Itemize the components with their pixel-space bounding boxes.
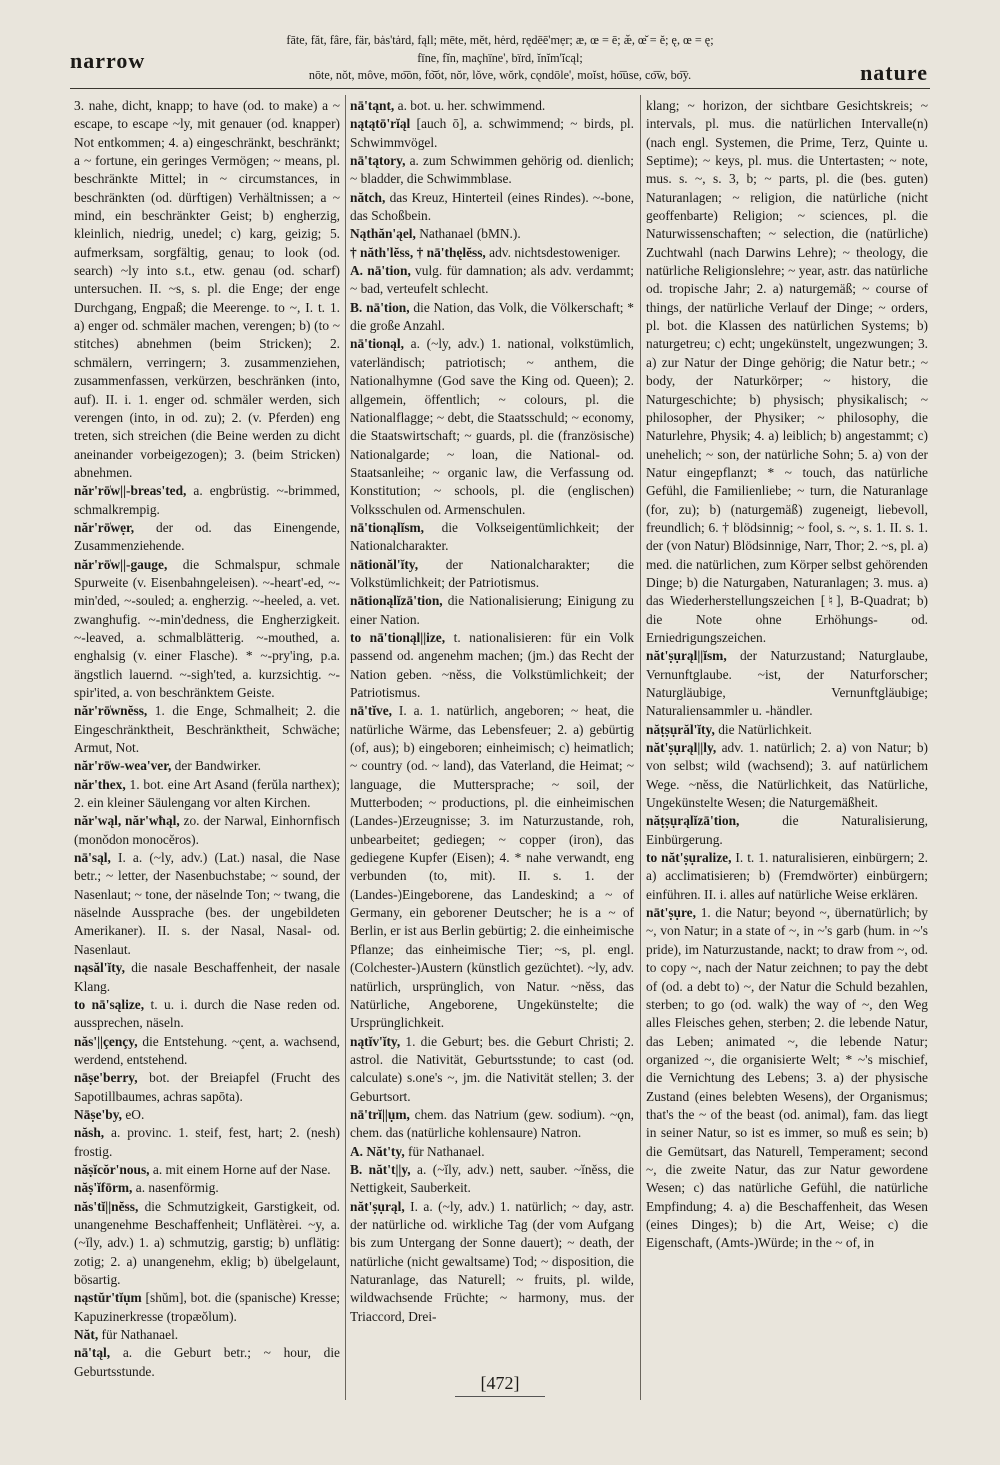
dictionary-entry (74, 97, 340, 482)
entry-headword: năs'||çençy, (74, 1033, 138, 1049)
entry-definition: t. u. i. durch die Nase reden od. aussprechen, näseln. (74, 996, 340, 1031)
dictionary-entry (646, 849, 928, 904)
entry-definition: klang; ~ horizon, der sichtbare Gesichtskreis; ~ intervals, pl. mus. die natürlichen Intervalle(n) (nach engl. Systemen, die Prime, Terz, Quinte u. Septime); ~ keys, pl. mus. die Untertasten; ~ note, mus. s. ~, s. 3, b; ~ parts, pl. die (bes. guten) Naturanlagen; ~ religion, die natürliche (nicht geoffenbarte) Religion; ~ sciences, pl. die Naturwissenschaften; ~ selection, die (natürliche) Zuchtwahl (nach Darwins Lehre); ~ theology, die natürliche Religionslehre; ~ year, astr. das natürliche od. tropische Jahr; 2. a) naturgemäß; ~ course of things, der natürliche Verlauf der Dinge; ~ orders, pl. bot. die Klassen des natürlichen Systems; b) naturgetreu; c) echt; ungekünstelt, ungezwungen; 3. a) zur Natur der Dinge gehörig; die Natur betr.; ~ body, der Naturkörper; ~ history, die Naturgeschichte; b) physisch; physikalisch; ~ philosopher, der Physiker; ~ philosophy, die Naturlehre, Physik; 4. a) leiblich; b) angestammt; c) unehelich; ~ son, der natürliche Sohn; 5. a) von der Natur eingepflanzt; * ~ touch, das natürliche Gefühl, die Familienliebe; ~ turn, die Naturanlage (for, zu); b) (naturgemäß) zugeneigt, liebevoll, freundlich; 6. † blödsinnig; ~ fool, s. ~, s. 1. II. s. 1. der (von Natur) Blödsinnige, Narr, Thor; 2. ~s, pl. a) med. die natürlichen, zum Körper selbst gehörenden Dinge; b) die Naturgaben, Naturanlagen; 3. mus. a) das Wiederherstellungszeichen [♮], B-Quadrat; b) die Note ohne Erhöhungs- od. Erniedrigungszeichen. (646, 98, 928, 645)
entry-headword: nā'tątory, (350, 153, 406, 169)
entry-headword: năr'rō̍wẹr, (74, 519, 135, 535)
dictionary-entry (646, 739, 928, 812)
entry-definition: [auch ō], a. schwimmend; ~ birds, pl. Schwimmvögel. (350, 116, 634, 150)
dictionary-entry (350, 592, 634, 629)
header-rule (70, 88, 930, 89)
dictionary-entry (74, 482, 340, 519)
dictionary-entry (350, 97, 634, 115)
entry-headword: nāṣe'berry, (74, 1070, 138, 1086)
dictionary-entry (74, 959, 340, 996)
entry-definition: die Nationalisierung; Einigung zu einer Nation. (350, 593, 634, 627)
entry-definition: a. (~ĭly, adv.) nett, sauber. ~ĭnĕss, die Nettigkeit, Sauberkeit. (350, 1161, 634, 1196)
entry-headword: to nā'tionąl||ize, (350, 629, 446, 645)
entry-definition: bot. der Breiapfel (Frucht des Sapotillbaumes, achras sapōta). (74, 1070, 340, 1104)
entry-headword: nā'sąl, (74, 850, 111, 866)
entry-definition: a. mit einem Horne auf der Nase. (152, 1161, 331, 1177)
dictionary-entry (74, 1161, 340, 1179)
dictionary-entry (74, 776, 340, 813)
entry-definition: die Schmutzigkeit, Garstigkeit, od. unangenehme Beschaffenheit; Unflätèrei. ~y, a. (~ĭly, adv.) 1. a) schmutzig, garstig; b) unflätig: zotig; 2. a) unangenehm, eklig; b) übelgelaunt, bösartig. (74, 1198, 340, 1287)
dictionary-entry (350, 225, 634, 243)
dictionary-entry (350, 244, 634, 262)
entry-headword: nąsăl'ĭty, (74, 960, 125, 976)
entry-definition: a. zum Schwimmen gehörig od. dienlich; ~ bladder, die Schwimmblase. (350, 153, 634, 187)
entry-definition: zo. der Narwal, Einhornfisch (monŏdon monocĕros). (74, 813, 340, 847)
dictionary-entry (350, 299, 634, 336)
entry-definition: a. nasenförmig. (135, 1180, 219, 1196)
dictionary-entry (646, 647, 928, 720)
entry-headword: năr'rō̍w||-gauge, (74, 556, 168, 572)
dictionary-entry (350, 262, 634, 299)
entry-definition: 3. nahe, dicht, knapp; to have (od. to make) a ~ escape, to escape ~ly, mit genauer (od. knapper) Not entkommen; 4. a) eingeschränkt, beschränkt; a ~ fortune, ein geringes Vermögen; ~ means, pl. beschränkte Mittel; in ~ circumstances, in beschränkten (od. dürftigen) Verhältnissen; a ~ mind, ein beschränkter Geist; b) engherzig, kleinlich, niedrig, unedel; c) karg, geizig; 5. aufmerksam, sorgfältig, genau; to look (od. search) ~ly into s.t., etw. genau (od. scharf) untersuchen. II. ~s, s. pl. die Enge; der enge Durchgang, Engpaß; die Meerenge. to ~, I. t. 1. a) enger od. schmäler machen, verengen; b) (to ~ stitches) abnehmen (beim Stricken); 2. schmälern, verringern; 3. zusammenziehen, zusammenfassen, verkürzen, beschränken (into, auf). II. i. 1. enger od. schmäler werden, sich verengen (into, in od. zu); 2. (v. Pferden) eng treten, sich streichen (die Beine werden zu dicht aneinander vorbeigezogen); 3. (beim Stricken) abnehmen. (74, 98, 340, 480)
pronunciation-key-line: fāte, făt, fâre, fär, bȧs'tȧrd, fąll; mēte, mĕt, hėrd, rędēē'mẹr; æ, œ = ē; æ̆, œ̆ = ĕ; ę, œ = ę; (286, 33, 714, 47)
entry-definition: die Entstehung. ~çent, a. wachsend, werdend, entstehend. (74, 1033, 340, 1067)
entry-headword: nątątō'rĭąl (350, 116, 411, 132)
dictionary-entry (646, 904, 928, 1253)
entry-definition: a. bot. u. her. schwimmend. (397, 98, 546, 113)
entry-headword: năr'thex, (74, 776, 126, 792)
entry-definition: chem. das Natrium (gew. sodium). ~ǫn, chem. das (natürliche kohlensaure) Natron. (350, 1106, 634, 1141)
entry-headword: A. nā'tion, (350, 263, 411, 279)
entry-definition: I. a. (~ly, adv.) 1. natürlich; ~ day, astr. der natürliche od. wirkliche Tag (der vom Aufgang bis zum Untergang der Sonne dauert); ~ death, der natürliche (nicht gewaltsame) Tod; ~ disposition, die Naturanlage, das Naturell; ~ fruits, pl. wilde, wildwachsende Früchte; ~ harmony, mus. der Triaccord, Drei- (350, 1198, 634, 1324)
page-number: [472] (480, 1373, 520, 1393)
column-divider (640, 95, 641, 1400)
dictionary-entry (646, 97, 928, 647)
entry-definition: der Nationalcharakter; die Volkstümlichkeit; der Patriotismus. (350, 556, 634, 590)
entry-headword: Năt, (74, 1327, 99, 1343)
entry-definition: eO. (125, 1106, 145, 1122)
dictionary-entry (74, 1106, 340, 1124)
dictionary-entry (350, 1198, 634, 1326)
dictionary-entry (646, 812, 928, 849)
entry-headword: Nąthăn'ąel, (350, 226, 416, 242)
dictionary-entry (74, 757, 340, 775)
dictionary-entry (350, 152, 634, 189)
entry-headword: năṣĭcŏr'nous, (74, 1161, 150, 1177)
entry-definition: 1. die Natur; beyond ~, übernatürlich; by ~, von Natur; in a state of ~, in ~'s garb (hum. in ~'s pride), im Naturzustande, nackt; to draw from ~, od. to copy ~, nach der Natur zeichnen; to pay the debt of (od. a debt to) ~, der Natur die Schuld bezahlen, sterben; to go (od. walk) the way of ~, den Weg alles Fleisches gehen, sterben; 2. die lebende Natur, das Leben; animated ~, die lebende Natur; organized ~, die organisierte Welt; * ~'s mischief, die Vernichtung des Lebens; 3. a) der physische Zustand (eines belebten Wesens), der Organismus; that's the ~ of the beast (od. animal), fam. das liegt in seiner Natur, so ist es immer, so muß es sein; b) die Gemütsart, das Naturell, Temperament; second ~, die zweite Natur, das zur Natur gewordene Wesen; c) das natürliche Gefühl, die natürliche Empfindung; 4. a) die Beschaffenheit, das Wesen (eines Dinges); b) die Art, Weise; c) die Eigenschaft, (Amts-)Würde; in the ~ of, in (646, 905, 928, 1251)
entry-headword: A. Năt'ty, (350, 1143, 405, 1159)
entry-definition: das Kreuz, Hinterteil (eines Rindes). ~-bone, das Schoßbein. (350, 189, 634, 224)
entry-definition: I. a. 1. natürlich, angeboren; ~ heat, die natürliche Wärme, das Lebensfeuer; 2. a) gebürtig (of, aus); b) eingeboren; einheimisch; c) heimatlich; ~ country (od. ~ land), das Vaterland, die Heimat; ~ language, die Muttersprache; ~ soil, der Mutterboden; ~ productions, pl. die einheimischen (Landes-)Erzeugnisse; 3. im Naturzustande, roh, unbearbeitet; gediegen; ~ copper (iron), das gediegene Kupfer (Eisen); 4. * nahe verwandt, eng verbunden (to, mit). II. s. 1. der (Landes-)Eingeborene, das Landeskind; a ~ of Germany, ein geborener Deutscher; he is a ~ of Berlin, er ist aus Berlin gebürtig; 2. die einheimische Pflanze; das einheimische Tier; ~s, pl. engl. (Colchester-)Austern (künstlich gezüchtet). ~ly, adv. natürlich, ursprünglich, von Natur. ~nĕss, das Natürliche, Angeborene, Ungekünstelte; die Ursprünglichkeit. (350, 703, 634, 1031)
entry-headword: nā'tĭve, (350, 703, 393, 719)
dictionary-entry (350, 702, 634, 1032)
dictionary-entry (350, 629, 634, 702)
dictionary-entry (74, 556, 340, 703)
dictionary-entry (74, 996, 340, 1033)
entry-definition: für Nathanael. (408, 1143, 485, 1159)
dictionary-entry (74, 702, 340, 757)
entry-definition: a. (~ly, adv.) 1. national, volkstümlich, vaterländisch; patriotisch; ~ anthem, die Nationalhymne (God save the King od. Queen); 2. allgemein, öffentlich; ~ colours, pl. die Nationalflagge; ~ debt, die Staatsschuld; ~ economy, die Staatswirtschaft; ~ guards, pl. die (französische) Nationalgarde; ~ loan, die National- od. Staatsanleihe; ~ organic law, die Verfassung od. Konstitution; ~ schools, pl. die (englischen) Volksschulen od. Armenschulen. (350, 336, 634, 517)
entry-definition: der Naturzustand; Naturglaube, Vernunftglaube. ~ist, der Naturforscher; Naturgläubige, Vernunftgläubige; Naturaliensammler u. -händler. (646, 648, 928, 719)
entry-headword: nā'trĭ||ụm, (350, 1106, 410, 1122)
entry-definition: t. nationalisieren: für ein Volk passend od. angenehm machen; (jm.) das Recht der Nation geben. ~nĕss, die Volkstümlichkeit; der Patriotismus. (350, 629, 634, 700)
entry-definition: die Schmalspur, schmale Spurweite (v. Eisenbahngeleisen). ~-heart'-ed, ~-min'ded, ~-souled; a. engherzig. ~-heeled, a. vet. zwanghufig. ~-min'dedness, die Engherzigkeit. ~-leaved, a. schmalblätterig. ~-mouthed, a. enghalsig (v. einer Flasche). * ~-pry'ing, p.a. ängstlich lauernd. ~-sigh'ted, a. kurzsichtig. ~-spir'ited, a. von beschränktem Geiste. (74, 556, 340, 700)
entry-definition: adv. 1. natürlich; 2. a) von Natur; b) von selbst; wild (wachsend); 3. auf natürlichem Wege. ~nĕss, die Natürlichkeit, das Natürliche, Ungekünstelte Wesen; die Naturgemäßheit. (646, 740, 928, 811)
entry-headword: to năt'ṣụralize, (646, 850, 732, 866)
entry-definition: a. engbrüstig. ~-brimmed, schmalkrempig. (74, 483, 340, 517)
dictionary-entry (74, 1198, 340, 1290)
entry-headword: năt'ṣụrąl||ĭsm, (646, 648, 727, 664)
column-3 (646, 97, 928, 1405)
dictionary-entry (350, 189, 634, 226)
pronunciation-key (215, 32, 785, 85)
dictionary-entry (74, 1033, 340, 1070)
entry-headword: B. nā'tion, (350, 299, 410, 315)
entry-definition: adv. nichtsdestoweniger. (489, 244, 621, 260)
dictionary-entry (74, 849, 340, 959)
entry-headword: năs'tĭ||nĕss, (74, 1198, 139, 1214)
dictionary-entry (350, 519, 634, 556)
entry-definition: der Bandwirker. (174, 758, 261, 774)
entry-headword: B. năt't||y, (350, 1161, 411, 1177)
dictionary-entry (74, 812, 340, 849)
entry-headword: năr'rō̍w||-breas'ted, (74, 483, 187, 499)
dictionary-entry (350, 1161, 634, 1198)
entry-definition: die Nation, das Volk, die Völkerschaft; * die große Anzahl. (350, 299, 634, 334)
entry-definition: I. t. 1. naturalisieren, einbürgern; 2. a) acclimatisieren; b) (Fremdwörter) einbürgern; einführen. II. i. alles auf natürliche Weise erklären. (646, 850, 928, 902)
entry-headword: to nā'sąlize, (74, 996, 145, 1012)
entry-headword: năt'ṣụrąl||ly, (646, 740, 717, 756)
dictionary-entry (74, 1124, 340, 1161)
dictionary-entry (350, 115, 634, 152)
entry-headword: năṣ'ĭfōrm, (74, 1180, 133, 1196)
dictionary-entry (74, 1179, 340, 1197)
entry-definition: I. a. (~ly, adv.) (Lat.) nasal, die Nase betr.; ~ letter, der Nasenbuchstabe; ~ sound, der Nasenlaut; ~ tone, der näselnde Ton; ~ twang, die näselnde Aussprache (bes. der ungebildeten Amerikaner). II. s. der Nasal, Nasal- od. Nasenlaut. (74, 850, 340, 957)
column-1 (74, 97, 340, 1405)
dictionary-entry (350, 1033, 634, 1106)
entry-headword: năṭṣụrąlĭzā'tion, (646, 813, 740, 829)
guide-word-left: narrow (70, 48, 146, 73)
entry-headword: năr'rō̍w-wea'ver, (74, 758, 172, 774)
entry-headword: năt'ṣụrąl, (350, 1198, 405, 1214)
guide-word-right: nature (860, 60, 928, 85)
entry-headword: nātionąlĭzā'tion, (350, 593, 443, 609)
entry-definition: a. provinc. 1. steif, fest, hart; 2. (nesh) frostig. (74, 1125, 340, 1159)
entry-definition: für Nathanael. (101, 1327, 179, 1343)
dictionary-entry (350, 556, 634, 593)
entry-definition: die Volkseigentümlichkeit; der Nationalcharakter. (350, 519, 634, 554)
entry-definition: die Natürlichkeit. (718, 721, 812, 737)
entry-definition: die Naturalisierung, Einbürgerung. (646, 813, 928, 847)
dictionary-entry (74, 519, 340, 556)
pronunciation-key-line: nōte, nŏt, môve, mo͞on, fo͝ot, nŏr, lŏve, wŏrk, cǫndōle', moĭst, ho͞use, co͞w, bo͞y. (308, 68, 692, 82)
column-divider (345, 95, 346, 1400)
dictionary-entry (646, 721, 928, 739)
entry-headword: † năth'lĕss, † nā'thęlĕss, (350, 244, 486, 260)
entry-definition: a. die Geburt betr.; ~ hour, die Geburtsstunde. (74, 1345, 340, 1379)
entry-definition: vulg. für damnation; als adv. verdammt; ~ bad, verteufelt schlecht. (350, 263, 634, 297)
entry-headword: năr'wąl, năr'wħąl, (74, 813, 180, 829)
dictionary-entry (350, 1143, 634, 1161)
entry-definition: [shŭm], bot. die (spanische) Kresse; Kapuzinerkresse (tropæŏlum). (74, 1290, 340, 1324)
entry-headword: nā'tionąlĭsm, (350, 519, 425, 535)
entry-headword: nā'tionąl, (350, 336, 404, 352)
entry-headword: năr'rō̍wnĕss, (74, 703, 148, 719)
dictionary-entry (74, 1069, 340, 1106)
entry-definition: die nasale Beschaffenheit, der nasale Klang. (74, 960, 340, 994)
entry-headword: nāt'ṣụre, (646, 905, 696, 921)
entry-definition: der od. das Einengende, Zusammenziehende. (74, 519, 340, 554)
entry-definition: Nathanael (bMN.). (419, 226, 521, 242)
entry-headword: nąstŭr'tĭụm (74, 1290, 142, 1306)
entry-headword: Nāṣe'by, (74, 1106, 122, 1122)
entry-headword: nătch, (350, 189, 386, 205)
footer-rule (455, 1396, 545, 1397)
entry-headword: nā'tąnt, (350, 98, 395, 113)
entry-headword: năsh, (74, 1125, 105, 1141)
entry-definition: 1. bot. eine Art Asand (ferŭla narthex); 2. ein kleiner Säulengang vor alten Kirchen. (74, 776, 340, 811)
entry-definition: 1. die Enge, Schmalheit; 2. die Eingeschränktheit, Beschränktheit, Schwäche; Armut, Not. (74, 703, 340, 756)
entry-headword: nā'tąl, (74, 1345, 111, 1361)
dictionary-entry (74, 1289, 340, 1326)
column-2 (350, 97, 634, 1405)
dictionary-entry (350, 335, 634, 518)
dictionary-entry (74, 1326, 340, 1344)
entry-definition: 1. die Geburt; bes. die Geburt Christi; 2. astrol. die Nativität, Geburtsstunde; to cast (od. calculate) s.one's ~, jm. die Nativität stellen; 3. der Geburtsort. (350, 1033, 634, 1104)
pronunciation-key-line: fīne, fĭn, maçhïne', bïrd, ĭnĭm'ĭcąl; (417, 50, 583, 65)
dictionary-entry (350, 1106, 634, 1143)
entry-headword: nątĭv'ĭty, (350, 1033, 401, 1049)
entry-headword: nātionăl'ĭty, (350, 556, 419, 572)
entry-headword: năṭṣụrăl'ĭty, (646, 721, 715, 737)
